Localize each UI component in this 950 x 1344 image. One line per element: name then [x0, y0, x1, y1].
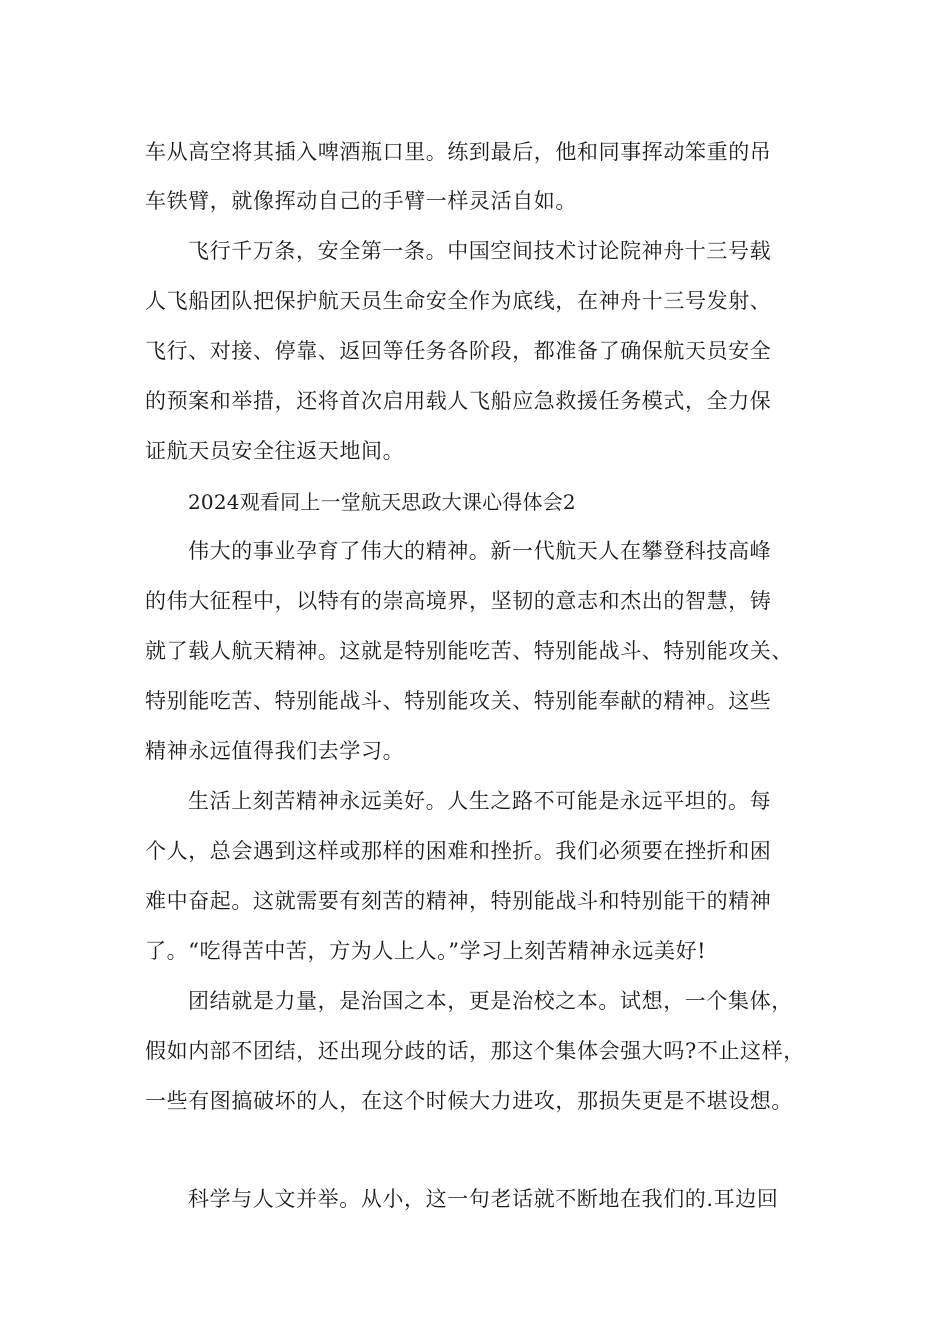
text-line: 一些有图搞破坏的人，在这个时候大力进攻，那损失更是不堪设想。: [145, 1089, 793, 1113]
paragraph-start-line: 伟大的事业孕育了伟大的精神。新一代航天人在攀登科技高峰: [188, 539, 772, 563]
text-line: 的伟大征程中，以特有的崇高境界，坚韧的意志和杰出的智慧，铸: [145, 589, 772, 613]
text-line: 特别能吃苦、特别能战斗、特别能攻关、特别能奉献的精神。这些: [145, 689, 772, 713]
text-line: 车铁臂，就像挥动自己的手臂一样灵活自如。: [145, 189, 577, 213]
paragraph-start-line: 飞行千万条，安全第一条。中国空间技术讨论院神舟十三号载: [188, 239, 772, 263]
text-line: 个人，总会遇到这样或那样的困难和挫折。我们必须要在挫折和困: [145, 839, 772, 863]
section-heading: 2024观看同上一堂航天思政大课心得体会2: [188, 490, 576, 514]
text-line: 证航天员安全往返天地间。: [145, 439, 405, 463]
text-line: 人飞船团队把保护航天员生命安全作为底线，在神舟十三号发射、: [145, 289, 772, 313]
paragraph-start-line: 团结就是力量，是治国之本，更是治校之本。试想，一个集体，: [188, 989, 793, 1013]
text-line: 假如内部不团结，还出现分歧的话，那这个集体会强大吗?不止这样，: [145, 1039, 805, 1063]
text-line: 就了载人航天精神。这就是特别能吃苦、特别能战斗、特别能攻关、: [145, 639, 793, 663]
text-line: 难中奋起。这就需要有刻苦的精神，特别能战斗和特别能干的精神: [145, 889, 772, 913]
text-line: 的预案和举措，还将首次启用载人飞船应急救援任务模式，全力保: [145, 389, 772, 413]
paragraph-start-line: 科学与人文并举。从小，这一句老话就不断地在我们的.耳边回: [188, 1187, 779, 1211]
text-line: 车从高空将其插入啤酒瓶口里。练到最后，他和同事挥动笨重的吊: [145, 140, 772, 164]
paragraph-start-line: 生活上刻苦精神永远美好。人生之路不可能是永远平坦的。每: [188, 789, 772, 813]
text-line: 飞行、对接、停靠、返回等任务各阶段，都准备了确保航天员安全: [145, 339, 772, 363]
text-line: 精神永远值得我们去学习。: [145, 739, 405, 763]
text-line: 了。“吃得苦中苦，方为人上人。”学习上刻苦精神永远美好!: [145, 939, 707, 963]
